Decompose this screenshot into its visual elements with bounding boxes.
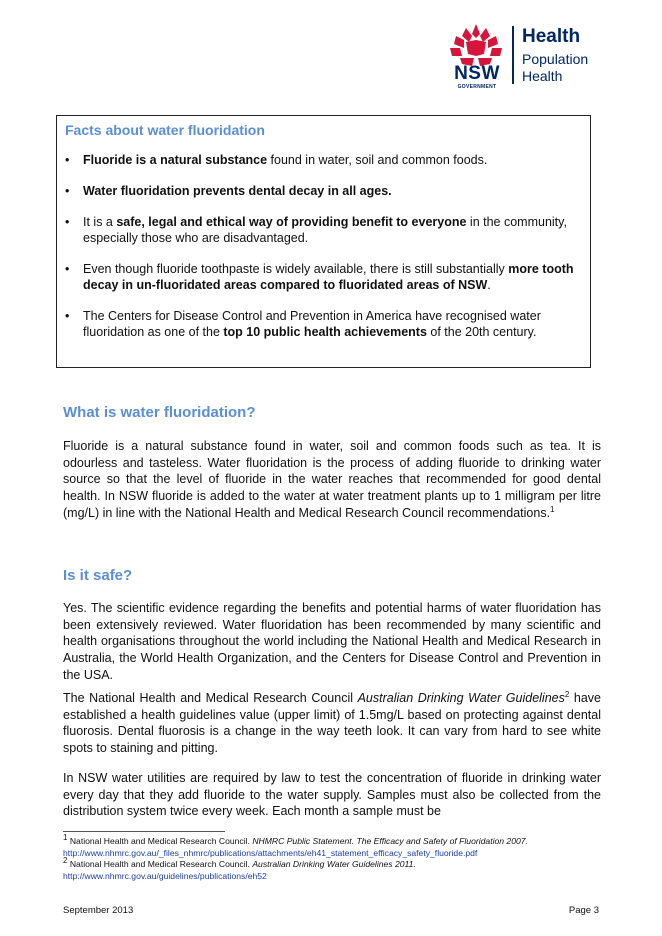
bullet-icon: •: [65, 262, 70, 276]
footnote-ref: 1: [550, 504, 555, 514]
paragraph-what-is: [63, 438, 601, 522]
fact-bold: safe, legal and ethical way of providing benefit to everyone: [116, 215, 467, 229]
bullet-icon: •: [65, 153, 70, 167]
footnote-title: NHMRC Public Statement. The Efficacy and Safety of Fluoridation 2007.: [252, 836, 528, 846]
list-item: [65, 308, 580, 340]
facts-box: [56, 115, 591, 368]
footnote-number: 1: [63, 833, 68, 843]
paragraph-safe-2: [63, 690, 601, 757]
paragraph-text: Fluoride is a natural substance found in water, soil and common foods such as tea. It is odourless and tasteless. Water fluoridation is the process of adding fluoride to drinking water source so that the level of fluoride in the water reaches that recommended for good dental health. In NSW fluoride is added to the water at water treatment plants up to 1 milligram per litre (mg/L) in line with the National Health and Medical Research Council recommendations.: [63, 439, 601, 520]
logo-population-health: [522, 51, 588, 85]
fact-text: of the 20th century.: [426, 325, 537, 339]
section-heading-is-it-safe: Is it safe?: [63, 567, 133, 584]
list-item: [65, 214, 580, 246]
fact-text: Even though fluoride toothpaste is widely available, there is still substantially: [83, 262, 509, 276]
logo-population-text: Population: [522, 51, 589, 67]
fact-bold: top 10 public health achievements: [223, 325, 427, 339]
fact-bold: more tooth decay in un-fluoridated areas compared to fluoridated areas of NSW: [83, 262, 574, 292]
footnote-2: [63, 856, 623, 871]
footnote-1: [63, 833, 623, 848]
bullet-icon: •: [65, 309, 70, 323]
footnote-title: Australian Drinking Water Guidelines 2011.: [252, 859, 416, 869]
logo-health2-text: Health: [522, 68, 563, 84]
paragraph-safe-3: In NSW water utilities are required by law to test the concentration of fluoride in drinking water every day that they add fluoride to the water supply. Samples must also be collected from the distribution system twice every week. Each month a sample must be: [63, 771, 601, 819]
list-item: [65, 152, 580, 168]
list-item: [65, 183, 580, 199]
footnote-text: National Health and Medical Research Council.: [67, 836, 253, 846]
facts-list: [65, 152, 580, 355]
paragraph-text: The National Health and Medical Research Council: [63, 691, 358, 705]
logo-divider: [512, 26, 514, 84]
waratah-icon: [446, 22, 506, 68]
fact-text: in the community, especially those who are disadvantaged.: [83, 215, 567, 245]
bullet-icon: •: [65, 184, 70, 198]
footnote-text: National Health and Medical Research Council.: [67, 859, 253, 869]
fact-text: found in water, soil and common foods.: [267, 153, 488, 167]
fact-text: .: [487, 278, 491, 292]
section-heading-what-is: What is water fluoridation?: [63, 404, 256, 421]
fact-text: The Centers for Disease Control and Prevention in America have recognised water fluoridation as one of the: [83, 309, 541, 339]
footer-page-number: Page 3: [568, 905, 599, 916]
paragraph-text: have established a health guidelines value (upper limit) of 1.5mg/L based on protecting against dental fluorosis. Dental fluorosis is a change in the way teeth look. It can vary from hard to see white spots to staining and pitting.: [63, 691, 601, 756]
fact-text: It is a: [83, 215, 117, 229]
fact-bold: Fluoride is a natural substance: [83, 153, 268, 167]
facts-title: Facts about water fluoridation: [65, 122, 265, 138]
list-item: [65, 261, 580, 293]
paragraph-safe-1: Yes. The scientific evidence regarding the benefits and potential harms of water fluoridation has been extensively reviewed. Water fluoridation has been recommended by many scientific and health organisations throughout the world including the National Health and Medical Research in Australia, the World Health Organization, and the Centers for Disease Control and Prevention in the USA.: [63, 601, 601, 682]
guidelines-title: Australian Drinking Water Guidelines: [357, 691, 565, 705]
logo-nsw-text: NSW: [454, 63, 500, 84]
footnote-number: 2: [63, 856, 68, 866]
footnote-divider: [63, 831, 225, 832]
footnote-2-link[interactable]: http://www.nhmrc.gov.au/guidelines/publications/eh52: [63, 870, 267, 881]
nsw-health-logo: [446, 20, 606, 90]
bullet-icon: •: [65, 215, 70, 229]
footnotes: [63, 833, 623, 882]
footnote-1-link[interactable]: http://www.nhmrc.gov.au/_files_nhmrc/publications/attachments/eh41_statement_efficacy_safety_fluoride.pdf: [63, 847, 478, 858]
fact-bold: Water fluoridation prevents dental decay in all ages.: [83, 184, 392, 198]
footnote-ref: 2: [564, 689, 570, 699]
logo-health-text: Health: [522, 26, 581, 47]
footer-date: September 2013: [63, 905, 134, 916]
logo-government-text: GOVERNMENT: [457, 84, 497, 90]
